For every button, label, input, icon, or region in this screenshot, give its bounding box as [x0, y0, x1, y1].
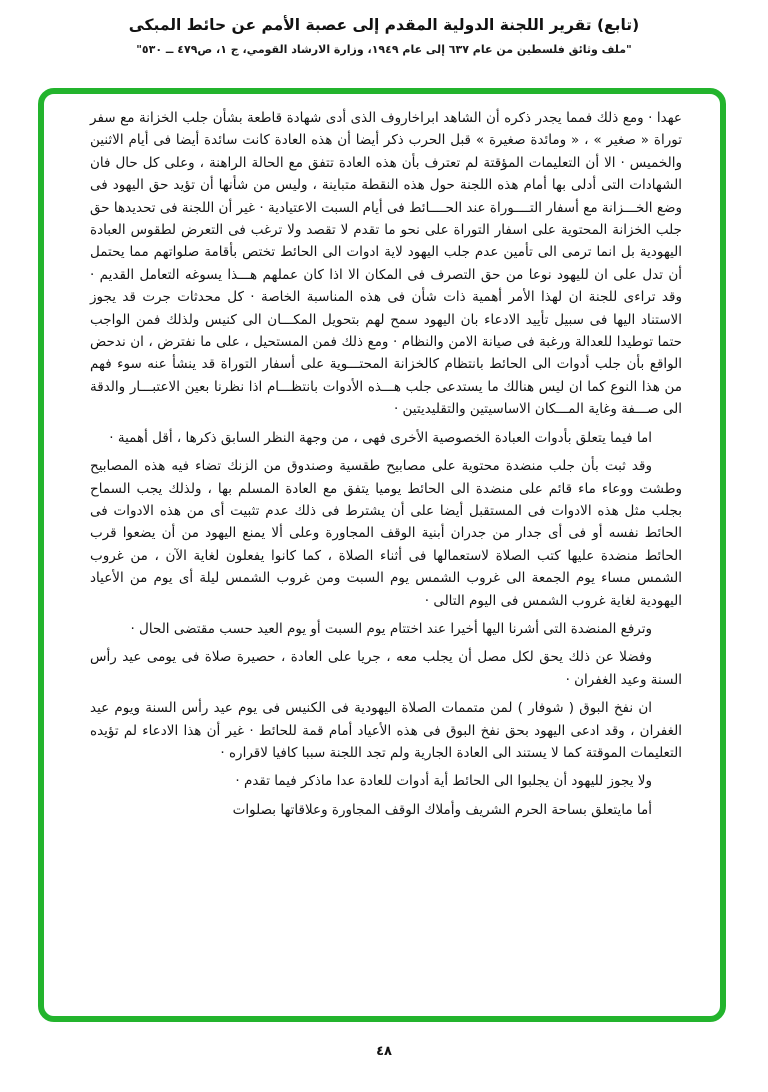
paragraph: وفضلا عن ذلك يحق لكل مصل أن يجلب معه ، جريا على العادة ، حصيرة صلاة فى يومى عيد رأس السنة وعيد الغفران · [90, 649, 682, 688]
green-border-frame [38, 88, 726, 1022]
paragraph: أما مايتعلق بساحة الحرم الشريف وأملاك الوقف المجاورة وعلاقاتها بصلوات [232, 801, 652, 818]
paragraph: وترفع المنضدة التى أشرنا اليها أخيرا عند اختتام يوم السبت أو يوم العيد حسب مقتضى الحال · [130, 620, 652, 637]
document-source-line: "ملف وثائق فلسطين من عام ٦٣٧ إلى عام ١٩٤٩، وزارة الارشاد القومي، ج ١، ص٤٧٩ ــ ٥٣٠" [136, 43, 632, 56]
paragraph: اما فيما يتعلق بأدوات العبادة الخصوصية الأخرى فهى ، من وجهة النظر السابق ذكرها ، أقل أهمية · [109, 429, 652, 446]
paragraph: وقد ثبت بأن جلب منضدة محتوية على مصابيح طقسية وصندوق من الزنك تضاء فيه هذه المصابيح وطشت ووعاء ماء قائم على منضدة الى الحائط يوميا يتفق مع العادة المسلم بها ، ولذلك يجب السماح بجلب مثل هذه الادوات فى المستقبل أيضا على أن يشترط فى ذلك عدم تثبيت أى من هذه الادوات فى الحائط نفسه أو فى أى جدار من جدران أبنية الوقف المجاورة وعلى ألا يمنع اليهود من أن يضعوا قرب الحائط منضدة عليها كتب الصلاة لاستعمالها فى أثناء الصلاة ، كما كانوا يفعلون لغاية الآن ، من غروب الشمس مساء يوم الجمعة الى غروب الشمس يوم السبت ومن غروب الشمس ليلة أى يوم من الأعياد اليهودية لغاية غروب الشمس فى اليوم التالى · [90, 458, 682, 609]
paragraph: عهدا · ومع ذلك فمما يجدر ذكره أن الشاهد ابراخاروف الذى أدى شهادة قاطعة بشأن جلب الخزانة مع سفر توراة « صغير » ، « ومائدة صغيرة » قبل الحرب ذكر أيضا أن هذه العادة كانت سائدة أيضا فى أيام الاثنين والخميس · الا أن التعليمات المؤقتة لم تعترف بأن هذه العادة تتفق مع الحالة الراهنة ، وعلى كل حال فان الشهادات التى أدلى بها أمام هذه اللجنة حول هذه النقطة متباينة ، وليس من شأنها أن تؤيد حق اليهود فى وضع الخـــزانة مع أسفار التــــوراة عند الحــــائط فى أيام السبت الاعتيادية · غير أن اللجنة فى تحديدها حق جلب الخزانة المحتوية على اسفار التوراة على نحو ما تقدم لا تقصد ولا ترغب فى التعرض لطقوس العبادة اليهودية بل انما ترمى الى تأمين عدم جلب اليهود لاية ادوات الى الحائط تختص بأقامة صلواتهم مما يحتمل أن تدل على ان لليهود نوعا من حق التصرف فى المكان الا اذا كان عملهم هـــذا يسوغه التعامل القديم · وقد تراءى للجنة ان لهذا الأمر أهمية ذات شأن فى هذه المناسبة الخاصة · كل محدثات جرت قد يجوز الاستناد اليها فى سبيل تأييد الادعاء بان اليهود سمح لهم بتحويل المكـــان الى كنيس ولذلك فمن الواجب حتما توطيدا للعدالة ورغبة فى صيانة الامن والنظام · ومع ذلك فمن المستحيل ، على ما نفترض ، ان ندحض الواقع بأن جلب أدوات الى الحائط بانتظام كالخزانة المحتـــوية على أسفار التوراة قد ينشأ عنه سوء فهم من هذا النوع كما ان ليس هنالك ما يستدعى جلب هـــذه الأدوات بانتظـــام اذا نظرنا بعين الاعتبـــار والدقة الى صـــفة وغاية المـــكان الاساسيتين والتقليديتين · [90, 110, 682, 418]
page-number: ٤٨ [376, 1044, 392, 1059]
paragraph: ان نفخ البوق ( شوفار ) لمن متممات الصلاة اليهودية فى الكنيس فى يوم عيد رأس السنة ويوم عيد الغفران ، وقد ادعى اليهود بحق نفخ البوق فى هذه الأعياد أمام قمة للحائط · غير أن هذا الادعاء لم تؤيده التعليمات الموقتة كما لا يستند الى العادة الجارية ولم تجد اللجنة سببا كافيا لاقراره · [90, 700, 682, 761]
page-header [0, 16, 768, 56]
document-title: (تابع) تقرير اللجنة الدولية المقدم إلى عصبة الأمم عن حائط المبكى [128, 16, 640, 34]
paragraph: ولا يجوز لليهود أن يجلبوا الى الحائط أية أدوات للعادة عدا ماذكر فيما تقدم · [235, 773, 652, 790]
document-body [44, 94, 720, 1016]
